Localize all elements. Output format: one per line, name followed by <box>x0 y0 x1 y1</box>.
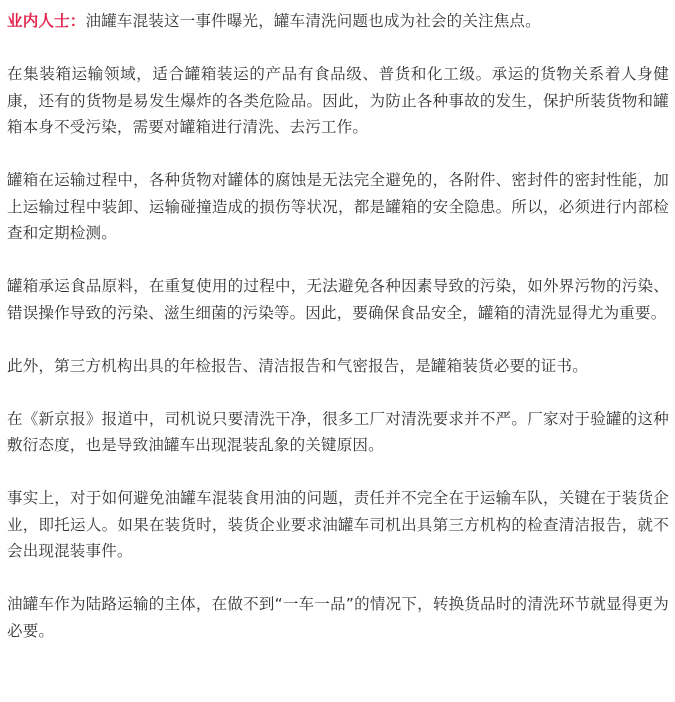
paragraph-3: 罐箱承运食品原料，在重复使用的过程中，无法避免各种因素导致的污染，如外界污物的污染、错误操作导致的污染、滋生细菌的污染等。因此，要确保食品安全，罐箱的清洗显得尤为重要。 <box>7 277 669 322</box>
paragraph-2: 罐箱在运输过程中，各种货物对罐体的腐蚀是无法完全避免的，各附件、密封件的密封性能，加上运输过程中装卸、运输碰撞造成的损伤等状况，都是罐箱的安全隐患。所以，必须进行内部检查和定期检测。 <box>7 171 669 242</box>
paragraph-5: 在《新京报》报道中，司机说只要清洗干净，很多工厂对清洗要求并不严。厂家对于验罐的这种敷衍态度，也是导致油罐车出现混装乱象的关键原因。 <box>7 409 669 454</box>
paragraph-6: 事实上，对于如何避免油罐车混装食用油的问题，责任并不完全在于运输车队，关键在于装货企业，即托运人。如果在装货时，装货企业要求油罐车司机出具第三方机构的检查清洁报告，就不会出现混装事件。 <box>7 489 669 560</box>
paragraph-4: 此外，第三方机构出具的年检报告、清洁报告和气密报告，是罐箱装货必要的证书。 <box>7 356 588 375</box>
paragraph-7: 油罐车作为陆路运输的主体，在做不到“一车一品”的情况下，转换货品时的清洗环节就显得更为必要。 <box>7 595 669 640</box>
lead-label: 业内人士： <box>7 12 86 30</box>
lead-paragraph <box>7 8 669 35</box>
paragraph-1: 在集装箱运输领域，适合罐箱装运的产品有食品级、普货和化工级。承运的货物关系着人身健康，还有的货物是易发生爆炸的各类危险品。因此，为防止各种事故的发生，保护所装货物和罐箱本身不受污染，需要对罐箱进行清洗、去污工作。 <box>7 65 669 136</box>
lead-text: 油罐车混装这一事件曝光，罐车清洗问题也成为社会的关注焦点。 <box>85 12 541 30</box>
